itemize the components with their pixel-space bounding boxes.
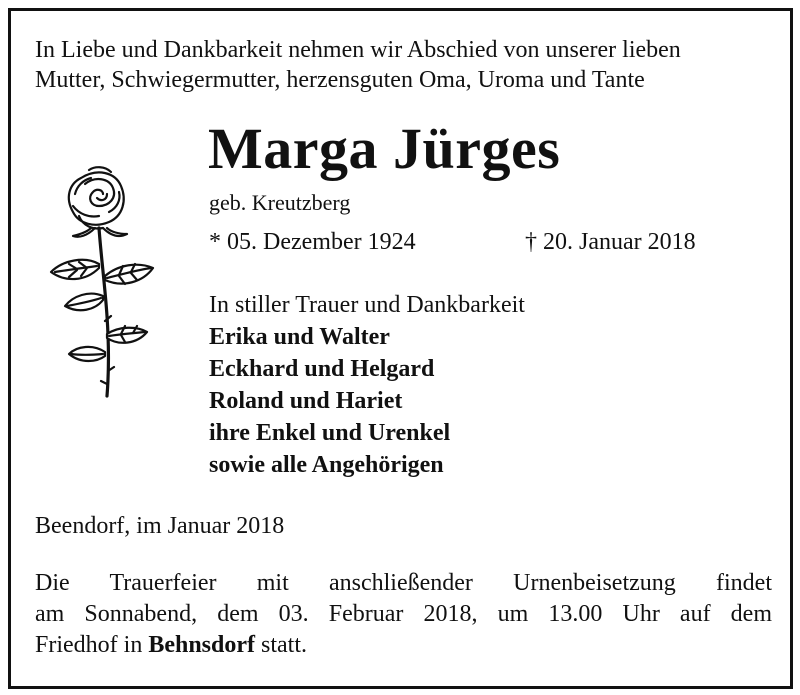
mourner-name: ihre Enkel und Urenkel xyxy=(209,420,451,446)
funeral-location: Behnsdorf xyxy=(148,632,256,658)
mourners-intro: In stiller Trauer und Dankbarkeit xyxy=(209,292,525,318)
birth-date: * 05. Dezember 1924 xyxy=(209,229,416,255)
rose-icon xyxy=(39,156,189,406)
death-date: † 20. Januar 2018 xyxy=(525,229,696,255)
mourner-name: Eckhard und Helgard xyxy=(209,356,435,382)
funeral-line-1: Die Trauerfeier mit anschließender Urnenbeisetzung findet xyxy=(35,570,772,596)
mourner-name: sowie alle Angehörigen xyxy=(209,452,444,478)
funeral-line-3-post: statt. xyxy=(255,632,308,658)
place-date: Beendorf, im Januar 2018 xyxy=(35,513,285,539)
mourner-name: Roland und Hariet xyxy=(209,388,403,414)
intro-line-1: In Liebe und Dankbarkeit nehmen wir Abschied von unserer lieben xyxy=(35,37,681,63)
maiden-name: geb. Kreutzberg xyxy=(209,190,351,215)
intro-text xyxy=(35,35,775,95)
mourner-name: Erika und Walter xyxy=(209,324,390,350)
funeral-line-3-pre: Friedhof in xyxy=(35,632,149,658)
mourners-block xyxy=(209,289,525,481)
funeral-line-2: am Sonnabend, dem 03. Februar 2018, um 13.00 Uhr auf dem xyxy=(35,601,772,627)
obituary-notice xyxy=(8,8,793,689)
funeral-line-3 xyxy=(35,630,772,661)
intro-line-2: Mutter, Schwiegermutter, herzensguten Oma, Uroma und Tante xyxy=(35,67,645,93)
deceased-name: Marga Jürges xyxy=(208,116,561,181)
funeral-info xyxy=(35,568,772,661)
